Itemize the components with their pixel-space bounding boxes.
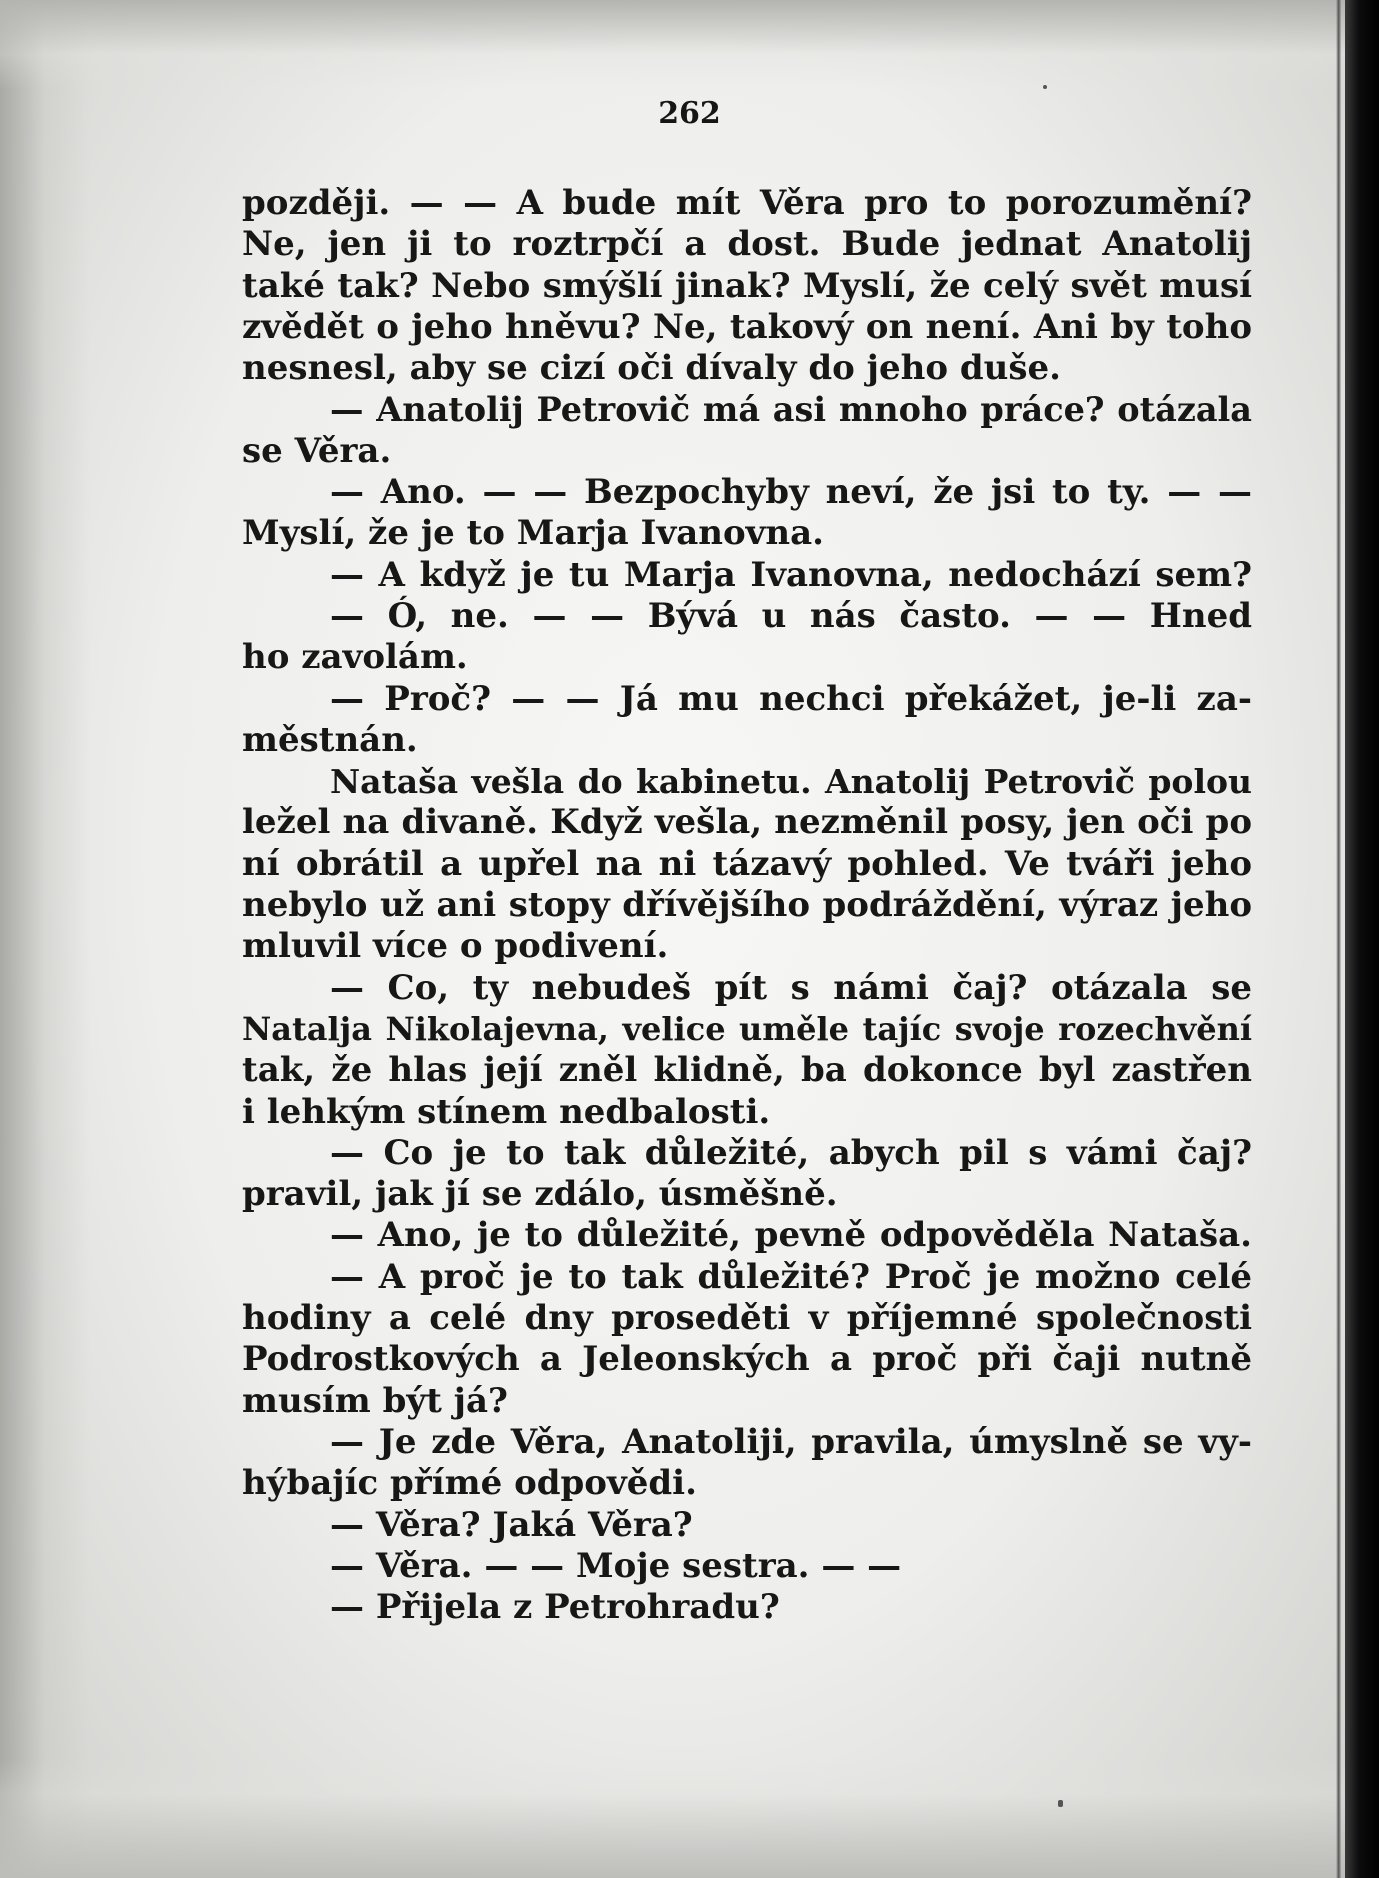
text-line: také tak? Nebo smýšlí jinak? Myslí, že celý svět musí xyxy=(242,265,1252,306)
text-line: se Věra. xyxy=(242,430,392,471)
text-line: — Přijela z Petrohradu? xyxy=(330,1587,780,1628)
text-line: — Anatolij Petrovič má asi mnoho práce? otázala xyxy=(330,390,1252,430)
text-line: hodiny a celé dny proseděti v příjemné společnosti xyxy=(242,1298,1252,1339)
text-line: městnán. xyxy=(242,719,418,760)
text-line: hýbajíc přímé odpovědi. xyxy=(242,1463,697,1504)
text-line: — Ano. — — Bezpochyby neví, že jsi to ty. — — xyxy=(330,472,1252,513)
text-line: Nataša vešla do kabinetu. Anatolij Petrovič polou xyxy=(330,762,1252,802)
text-line: — A když je tu Marja Ivanovna, nedochází sem? xyxy=(330,554,1252,595)
text-line: ležel na divaně. Když vešla, nezměnil posy, jen oči po xyxy=(242,802,1252,843)
text-line: i lehkým stínem nedbalosti. xyxy=(242,1091,771,1132)
gutter-shadow xyxy=(1336,0,1341,1878)
text-line: — Je zde Věra, Anatoliji, pravila, úmyslně se vy- xyxy=(330,1421,1252,1462)
text-line: — Ó, ne. — — Bývá u nás často. — — Hned xyxy=(330,595,1252,636)
text-line: ní obrátil a upřel na ni tázavý pohled. Ve tváři jeho xyxy=(242,843,1252,884)
text-line: tak, že hlas její zněl klidně, ba dokonce byl zastřen xyxy=(242,1050,1252,1091)
text-line: — Ano, je to důležité, pevně odpověděla Nataša. xyxy=(330,1215,1252,1256)
text-line: Ne, jen ji to roztrpčí a dost. Bude jednat Anatolij xyxy=(242,224,1252,265)
text-line: nesnesl, aby se cizí oči dívaly do jeho duše. xyxy=(242,348,1061,389)
text-line: Natalja Nikolajevna, velice uměle tajíc svoje rozechvění xyxy=(242,1009,1252,1048)
text-line: ho zavolám. xyxy=(242,637,468,678)
text-line: — A proč je to tak důležité? Proč je možno celé xyxy=(330,1256,1252,1297)
text-line: — Proč? — — Já mu nechci překážet, je-li za- xyxy=(330,678,1252,719)
top-edge-shadow xyxy=(0,0,1355,90)
text-line: později. — — A bude mít Věra pro to porozumění? xyxy=(242,183,1252,223)
bottom-edge-shadow xyxy=(0,1758,1355,1878)
text-line: mluvil více o podivení. xyxy=(242,926,669,967)
text-line: musím být já? xyxy=(242,1380,508,1421)
text-line: — Věra. — — Moje sestra. — — xyxy=(330,1545,902,1586)
text-line: — Co, ty nebudeš pít s námi čaj? otázala se xyxy=(330,967,1252,1008)
left-edge-shadow xyxy=(0,0,90,1878)
text-line: Podrostkových a Jeleonských a proč při čaji nutně xyxy=(242,1339,1252,1380)
book-spine xyxy=(1345,0,1379,1878)
body-text xyxy=(242,183,1252,1628)
text-line: pravil, jak jí se zdálo, úsměšně. xyxy=(242,1174,838,1215)
text-line: — Co je to tak důležité, abych pil s vámi čaj? xyxy=(330,1132,1252,1173)
text-line: zvědět o jeho hněvu? Ne, takový on není. Ani by toho xyxy=(242,306,1252,347)
text-line: Myslí, že je to Marja Ivanovna. xyxy=(242,513,824,554)
ink-speck xyxy=(1058,1800,1063,1807)
page-number: 262 xyxy=(658,96,721,131)
text-line: — Věra? Jaká Věra? xyxy=(330,1504,693,1545)
text-line: nebylo už ani stopy dřívějšího podráždění, výraz jeho xyxy=(242,885,1252,926)
ink-speck xyxy=(1043,85,1047,89)
